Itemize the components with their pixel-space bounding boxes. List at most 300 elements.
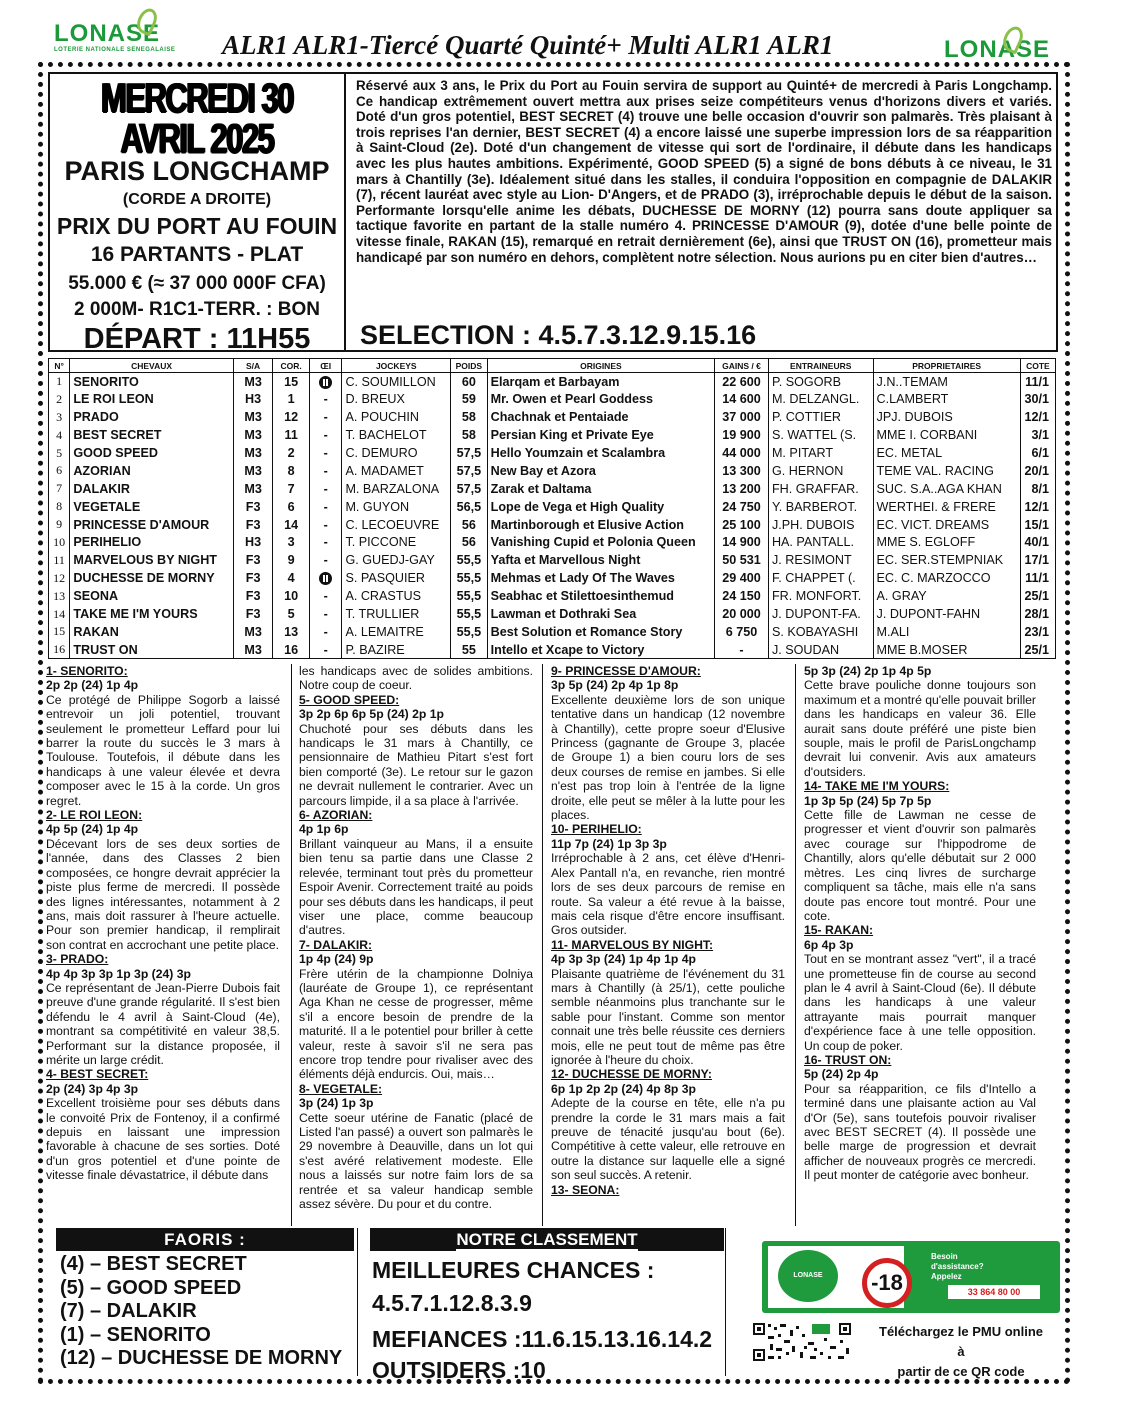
runner-number: 12	[49, 569, 70, 587]
jockey: A. CRASTUS	[342, 587, 451, 605]
comment-form: 5p (24) 2p 4p	[804, 1067, 879, 1082]
corde: 13	[273, 623, 310, 641]
oeillere: -	[309, 641, 341, 659]
race-allocation: 55.000 € (≈ 37 000 000F CFA)	[68, 273, 326, 294]
comment-text: Excellent troisième pour ses débuts dans le convoité Prix de Fontenoy, il a confirmé depuis en laissant une impression favorable à chacune de ses sorties. Doté d'un gros potentiel et d'une pointe de vitesse finale dévastatrice, il débute dans	[46, 1096, 280, 1183]
owner: MME S. EGLOFF	[873, 534, 1020, 552]
runner-number: 15	[49, 623, 70, 641]
comment-form: 4p 3p 3p (24) 1p 4p 1p 4p	[551, 952, 696, 967]
column-header: ENTRAINEURS	[768, 359, 873, 373]
owner: M.ALI	[873, 623, 1020, 641]
table-row	[49, 534, 1056, 552]
blinkers-icon	[319, 376, 332, 389]
runner-number: 11	[49, 551, 70, 569]
horse-name: TAKE ME I'M YOURS	[70, 605, 234, 623]
trainer: M. PITART	[768, 444, 873, 462]
owner: WERTHEI. & FRERE	[873, 498, 1020, 516]
qr-code-icon[interactable]	[752, 1322, 852, 1362]
jockey: C. DEMURO	[342, 444, 451, 462]
comment-heading: 3- PRADO:	[46, 952, 109, 967]
column-header: N°	[49, 359, 70, 373]
oeillere: -	[309, 623, 341, 641]
owner: EC. C. MARZOCCO	[873, 569, 1020, 587]
column-header: GAINS / €	[715, 359, 769, 373]
comment-heading: 8- VEGETALE:	[299, 1081, 383, 1096]
odds: 15/1	[1020, 516, 1055, 534]
runner-number: 5	[49, 444, 70, 462]
oeillere: -	[309, 498, 341, 516]
jockey: D. BREUX	[342, 390, 451, 408]
weight: 57,5	[451, 444, 488, 462]
origins: Martinborough et Elusive Action	[487, 516, 714, 534]
sex-age: M3	[233, 462, 273, 480]
comment-form: 4p 5p (24) 1p 4p	[46, 822, 139, 837]
column-header: COTE	[1020, 359, 1055, 373]
horse-name: MARVELOUS BY NIGHT	[70, 551, 234, 569]
horse-name: PRADO	[70, 408, 234, 426]
race-prix: PRIX DU PORT AU FOUIN	[56, 213, 338, 239]
oeillere: -	[309, 480, 341, 498]
horse-comment	[804, 779, 1036, 923]
race-header	[48, 72, 1058, 355]
table-row	[49, 462, 1056, 480]
earnings: 14 600	[715, 390, 769, 408]
jockey: P. BAZIRE	[342, 641, 451, 659]
comment-form: 3p 5p (24) 2p 4p 1p 8p	[551, 678, 679, 693]
favorite-item: (4) – BEST SECRET	[60, 1253, 247, 1275]
odds: 8/1	[1020, 480, 1055, 498]
horse-comment	[299, 664, 533, 693]
race-depart: DÉPART : 11H55	[83, 323, 311, 355]
jockey: S. PASQUIER	[342, 569, 451, 587]
earnings: 14 900	[715, 534, 769, 552]
race-partants: 16 PARTANTS - PLAT	[90, 243, 304, 266]
trainer: M. DELZANGL.	[768, 390, 873, 408]
race-corde: (CORDE A DROITE)	[122, 191, 272, 208]
comment-heading: 15- RAKAN:	[804, 923, 874, 938]
runner-number: 8	[49, 498, 70, 516]
oeillere: -	[309, 444, 341, 462]
comment-heading: 1- SENORITO:	[46, 664, 128, 678]
owner: J. DUPONT-FAHN	[873, 605, 1020, 623]
origins: Mr. Owen et Pearl Goddess	[487, 390, 714, 408]
comment-heading: 13- SEONA:	[551, 1182, 620, 1197]
earnings: 13 200	[715, 480, 769, 498]
sex-age: M3	[233, 641, 273, 659]
trainer: HA. PANTALL.	[768, 534, 873, 552]
column-header: S/A	[233, 359, 273, 373]
trainer: P. COTTIER	[768, 408, 873, 426]
horse-comment	[804, 1053, 1036, 1183]
comment-text: Excellente deuxième lors de son unique tentative dans un handicap (12 novembre à Chantilly), cette propre soeur d'Elusive Princess (gagnante de Groupe 3, placée de Groupe 1) a bien couru lors de ses deux courses de remise en jambes. Si elle n'est pas trop loin à l'entrée de la ligne droite, elle peut se mêler à la lutte pour les places.	[551, 692, 785, 823]
horse-name: GOOD SPEED	[70, 444, 234, 462]
sex-age: M3	[233, 444, 273, 462]
odds: 25/1	[1020, 587, 1055, 605]
comment-form: 6p 1p 2p 2p (24) 4p 8p 3p	[551, 1081, 696, 1096]
runner-number: 9	[49, 516, 70, 534]
origins: Persian King et Private Eye	[487, 426, 714, 444]
comment-text: Frère utérin de la championne Dolniya (lauréate de Groupe 1), ce représentant Aga Khan ne cesse de progresser, même s'il a encore besoin de prendre de la maturité. Il a le potentiel pour briller à cette valeur, reste à savoir s'il ne sera pas encore trop tendre pour rivaliser avec des éléments déjà endurcis. Oui, mais…	[299, 966, 533, 1082]
owner: TEME VAL. RACING	[873, 462, 1020, 480]
table-header-row	[49, 359, 1056, 373]
comment-text: Plaisante quatrième de l'événement du 31 mars à Chantilly (à 25/1), cette pouliche semble néanmoins plus tranchante sur le sable pour l'instant. Comme son mentor connait une très belle réussite ces derniers mois, elle ne peut tout de même pas être ignorée à l'heure du choix.	[551, 966, 785, 1067]
outsiders: OUTSIDERS :10	[372, 1357, 546, 1383]
owner: J.N..TEMAM	[873, 373, 1020, 391]
horse-comment	[46, 952, 280, 1067]
origins: Lope de Vega et High Quality	[487, 498, 714, 516]
comment-heading: 10- PERIHELIO:	[551, 822, 642, 837]
jockey: T. PICCONE	[342, 534, 451, 552]
table-row	[49, 498, 1056, 516]
comment-form: 3p 2p 6p 6p 5p (24) 2p 1p	[299, 707, 444, 722]
comment-heading: 7- DALAKIR:	[299, 937, 373, 952]
earnings: 24 150	[715, 587, 769, 605]
table-row	[49, 605, 1056, 623]
trainer: S. WATTEL (S.	[768, 426, 873, 444]
corde: 6	[273, 498, 310, 516]
favorites-box	[52, 1228, 358, 1376]
table-row	[49, 569, 1056, 587]
runner-number: 4	[49, 426, 70, 444]
favorite-item: (5) – GOOD SPEED	[60, 1276, 242, 1299]
odds: 17/1	[1020, 551, 1055, 569]
sex-age: F3	[233, 569, 273, 587]
sex-age: M3	[233, 373, 273, 391]
corde: 7	[273, 480, 310, 498]
qr-caption: Téléchargez le PMU online à partir de ce QR code	[879, 1324, 1043, 1379]
column-header: ORIGINES	[487, 359, 714, 373]
owner: EC. VICT. DREAMS	[873, 516, 1020, 534]
odds: 11/1	[1020, 373, 1055, 391]
weight: 58	[451, 426, 488, 444]
owner: EC. METAL	[873, 444, 1020, 462]
horse-name: LE ROI LEON	[70, 390, 234, 408]
sex-age: M3	[233, 408, 273, 426]
corde: 2	[273, 444, 310, 462]
sex-age: M3	[233, 426, 273, 444]
comment-heading: 4- BEST SECRET:	[46, 1067, 149, 1082]
race-distance: 2 000M- R1C1-TERR. : BON	[74, 299, 320, 320]
odds: 25/1	[1020, 641, 1055, 659]
race-venue: PARIS LONGCHAMP	[64, 156, 330, 186]
sex-age: M3	[233, 623, 273, 641]
odds: 6/1	[1020, 444, 1055, 462]
horse-comment	[299, 938, 533, 1082]
origins: Yafta et Marvellous Night	[487, 551, 714, 569]
horse-comment	[46, 664, 280, 808]
weight: 60	[451, 373, 488, 391]
trainer: F. CHAPPET (.	[768, 569, 873, 587]
odds: 3/1	[1020, 426, 1055, 444]
table-row	[49, 623, 1056, 641]
race-info	[50, 73, 346, 355]
origins: Seabhac et Stilettoesinthemud	[487, 587, 714, 605]
horse-comment	[804, 923, 1036, 1053]
earnings: -	[715, 641, 769, 659]
weight: 56	[451, 534, 488, 552]
comment-form: 3p (24) 1p 3p	[299, 1096, 374, 1111]
lonase-logo-right: LONASE	[944, 38, 1050, 62]
comments-col-2	[299, 664, 533, 1211]
owner: EC. SER.STEMPNIAK	[873, 551, 1020, 569]
comment-heading: 12- DUCHESSE DE MORNY:	[551, 1067, 712, 1082]
favorites-list	[52, 1253, 357, 1371]
comment-text: Ce représentant de Jean-Pierre Dubois fait preuve d'une grande régularité. Il s'est bien défendu le 4 avril à Saint-Cloud (4e), montrant sa compétitivité en valeur 38,5. Performant sur la distance proposée, il mérite un large crédit.	[46, 980, 280, 1067]
comment-text: Cette soeur utérine de Fanatic (placé de Listed l'an passé) a ouvert son palmarès le 29 novembre à Deauville, dans un lot qui s'est avéré relativement modeste. Elle nous a laissés sur notre faim lors de sa rentrée et sa valeur handicap semble assez sévère. Du pour et du contre.	[299, 1110, 533, 1212]
trainer: J. SOUDAN	[768, 641, 873, 659]
favorite-item: (7) – DALAKIR	[60, 1300, 197, 1322]
race-date: MERCREDI 30 AVRIL 2025	[101, 73, 293, 162]
corde: 3	[273, 534, 310, 552]
odds: 12/1	[1020, 408, 1055, 426]
oeillere: -	[309, 605, 341, 623]
ranking-box	[366, 1228, 726, 1383]
runner-number: 1	[49, 373, 70, 391]
earnings: 44 000	[715, 444, 769, 462]
odds: 30/1	[1020, 390, 1055, 408]
origins: Vanishing Cupid et Polonia Queen	[487, 534, 714, 552]
sex-age: F3	[233, 498, 273, 516]
trainer: J.PH. DUBOIS	[768, 516, 873, 534]
best-chances-label: MEILLEURES CHANCES :	[372, 1257, 655, 1283]
oeillere: -	[309, 534, 341, 552]
table-row	[49, 373, 1056, 391]
origins: Hello Youmzain et Scalambra	[487, 444, 714, 462]
comment-text: Pour sa réapparition, ce fils d'Intello a terminé dans une plaisante action au Val d'Or (5e), sans toutefois pouvoir rivaliser avec BEST SECRET (4). Il possède une belle marge de progression et devrait afficher de nouveaux progrès ce mercredi. Il peut monter de catégorie avec bonheur.	[804, 1081, 1036, 1183]
oeillere: -	[309, 587, 341, 605]
runner-number: 13	[49, 587, 70, 605]
weight: 56,5	[451, 498, 488, 516]
horse-comment	[46, 1067, 280, 1182]
comment-form: 4p 1p 6p	[299, 822, 349, 837]
selection: SELECTION : 4.5.7.3.12.9.15.16	[360, 320, 757, 350]
horse-name: PRINCESSE D'AMOUR	[70, 516, 234, 534]
assistance-text: Besoin d'assistance? Appelez	[931, 1252, 984, 1281]
responsible-gaming-banner	[762, 1241, 1060, 1313]
table-row	[49, 444, 1056, 462]
comment-form: 6p 4p 3p	[804, 937, 854, 952]
favorite-item: (1) – SENORITO	[60, 1323, 211, 1346]
trainer: G. HERNON	[768, 462, 873, 480]
corde: 1	[273, 390, 310, 408]
sex-age: H3	[233, 390, 273, 408]
jockey: M. GUYON	[342, 498, 451, 516]
assistance-phone: 33 864 80 00	[948, 1285, 1040, 1299]
comment-text: les handicaps avec de solides ambitions. Notre coup de coeur.	[299, 664, 533, 693]
jockey: M. BARZALONA	[342, 480, 451, 498]
jockey: C. LECOEUVRE	[342, 516, 451, 534]
horse-name: TRUST ON	[70, 641, 234, 659]
sex-age: F3	[233, 605, 273, 623]
column-header: POIDS	[451, 359, 488, 373]
jockey: G. GUEDJ-GAY	[342, 551, 451, 569]
favorites-title: FAORIS :	[56, 1228, 354, 1251]
odds: 23/1	[1020, 623, 1055, 641]
best-chances-value: 4.5.7.1.12.8.3.9	[372, 1290, 532, 1316]
mefiances: MEFIANCES :11.6.15.13.16.14.2	[372, 1326, 713, 1352]
horse-comment	[551, 822, 785, 937]
earnings: 20 000	[715, 605, 769, 623]
runner-number: 14	[49, 605, 70, 623]
trainer: J. RESIMONT	[768, 551, 873, 569]
column-divider	[795, 664, 796, 1226]
oeillere	[309, 373, 341, 391]
odds: 20/1	[1020, 462, 1055, 480]
table-row	[49, 480, 1056, 498]
weight: 59	[451, 390, 488, 408]
jockey: T. BACHELOT	[342, 426, 451, 444]
horse-name: RAKAN	[70, 623, 234, 641]
column-header: COR.	[273, 359, 310, 373]
runner-number: 10	[49, 534, 70, 552]
horse-comment	[299, 808, 533, 938]
table-row	[49, 426, 1056, 444]
page-title: ALR1 ALR1-Tiercé Quarté Quinté+ Multi ALR1 ALR1	[222, 30, 834, 60]
sex-age: F3	[233, 551, 273, 569]
weight: 56	[451, 516, 488, 534]
jockey: T. TRULLIER	[342, 605, 451, 623]
table-row	[49, 408, 1056, 426]
corde: 12	[273, 408, 310, 426]
earnings: 19 900	[715, 426, 769, 444]
owner: MME B.MOSER	[873, 641, 1020, 659]
jockey: A. LEMAITRE	[342, 623, 451, 641]
comments-col-1	[46, 664, 280, 1183]
odds: 12/1	[1020, 498, 1055, 516]
earnings: 29 400	[715, 569, 769, 587]
comment-form: 5p 3p (24) 2p 1p 4p 5p	[804, 664, 932, 678]
oeillere: -	[309, 426, 341, 444]
table-row	[49, 587, 1056, 605]
weight: 55	[451, 641, 488, 659]
comment-heading: 2- LE ROI LEON:	[46, 808, 143, 823]
origins: Best Solution et Romance Story	[487, 623, 714, 641]
comment-text: Cette fille de Lawman ne cesse de progresser et vient d'ouvrir son palmarès avec courage sur l'hippodrome de Chantilly, alors qu'elle débutait sur 2 000 mètres. Les cinq livres de surcharge compliquent sa tâche, mais elle n'a sans doute pas encore tout montré. Pour une cote.	[804, 808, 1036, 923]
horse-comment	[551, 1067, 785, 1182]
earnings: 13 300	[715, 462, 769, 480]
table-row	[49, 551, 1056, 569]
horse-name: SEONA	[70, 587, 234, 605]
oeillere: -	[309, 551, 341, 569]
earnings: 25 100	[715, 516, 769, 534]
owner: SUC. S.A..AGA KHAN	[873, 480, 1020, 498]
comment-form: 1p 3p 5p (24) 5p 7p 5p	[804, 793, 932, 808]
sex-age: H3	[233, 534, 273, 552]
comment-heading: 5- GOOD SPEED:	[299, 692, 400, 707]
owner: JPJ. DUBOIS	[873, 408, 1020, 426]
comment-heading: 14- TAKE ME I'M YOURS:	[804, 779, 950, 794]
lonase-badge-logo: LONASE	[778, 1250, 838, 1302]
earnings: 24 750	[715, 498, 769, 516]
corde: 11	[273, 426, 310, 444]
horse-name: VEGETALE	[70, 498, 234, 516]
comment-text: Brillant vainqueur au Mans, il a ensuite bien tenu sa partie dans une Classe 2 relevée, terminant tout près du prometteur Espoir Avenir. Correctement traité au poids pour ses débuts dans les handicaps, il peut viser une place, comme beaucoup d'autres.	[299, 836, 533, 938]
sex-age: F3	[233, 587, 273, 605]
owner: A. GRAY	[873, 587, 1020, 605]
trainer: S. KOBAYASHI	[768, 623, 873, 641]
origins: Elarqam et Barbayam	[487, 373, 714, 391]
comment-heading: 11- MARVELOUS BY NIGHT:	[551, 937, 714, 952]
sex-age: F3	[233, 516, 273, 534]
comment-text: Chuchoté pour ses débuts dans les handicaps le 31 mars à Chantilly, ce pensionnaire de Mathieu Pitart s'est fort bien comporté (3e). Le retour sur le gazon ne devrait nullement le contrarier. Avec un parcours limpide, il a sa place à l'arrivée.	[299, 721, 533, 808]
table-row	[49, 516, 1056, 534]
comment-text: Cette brave pouliche donne toujours son maximum et a montré qu'elle pouvait briller dans les handicaps en valeur 36. Elle aurait sans doute préféré une piste bien souple, mais le profil de ParisLongchamp devrait lui convenir. Avis aux amateurs d'outsiders.	[804, 678, 1036, 779]
ranking-title: NOTRE CLASSEMENT	[456, 1230, 638, 1249]
horse-comment	[299, 1082, 533, 1212]
trainer: J. DUPONT-FA.	[768, 605, 873, 623]
horse-comment	[299, 693, 533, 808]
earnings: 22 600	[715, 373, 769, 391]
odds: 40/1	[1020, 534, 1055, 552]
weight: 58	[451, 408, 488, 426]
runners-table	[48, 358, 1056, 659]
blinkers-icon	[319, 572, 332, 585]
weight: 57,5	[451, 462, 488, 480]
horse-name: DALAKIR	[70, 480, 234, 498]
sex-age: M3	[233, 480, 273, 498]
trainer: P. SOGORB	[768, 373, 873, 391]
age-restriction-icon: -18	[862, 1258, 912, 1308]
oeillere: -	[309, 408, 341, 426]
comment-text: Tout en se montrant assez "vert", il a tracé une prometteuse fin de course au second plan le 4 avril à Saint-Cloud (6e). Il débute dans les handicaps à une valeur attrayante mais pourrait manquer d'expérience face à une telle opposition. Un coup de poker.	[804, 952, 1036, 1053]
weight: 55,5	[451, 551, 488, 569]
table-row	[49, 390, 1056, 408]
runner-number: 16	[49, 641, 70, 659]
corde: 9	[273, 551, 310, 569]
runner-number: 3	[49, 408, 70, 426]
comments-col-4	[804, 664, 1036, 1183]
column-header: JOCKEYS	[342, 359, 451, 373]
origins: Intello et Xcape to Victory	[487, 641, 714, 659]
column-header: ŒI	[309, 359, 341, 373]
weight: 55,5	[451, 587, 488, 605]
horse-name: SENORITO	[70, 373, 234, 391]
horse-comment	[551, 1183, 785, 1197]
corde: 16	[273, 641, 310, 659]
comment-text: Irréprochable à 2 ans, cet élève d'Henri-Alex Pantall n'a, en revanche, rien montré lors de ses deux parcours de remise en route. Sa valeur a été revue à la baisse, mais cela risque d'être encore insuffisant. Gros outsider.	[551, 851, 785, 938]
owner: C.LAMBERT	[873, 390, 1020, 408]
weight: 57,5	[451, 480, 488, 498]
race-presentation: Réservé aux 3 ans, le Prix du Port au Fouin servira de support au Quinté+ de mercredi à Paris Longchamp. Ce handicap extrêmement ouvert mettra aux prises seize compétiteurs venus d'horizons divers et variés. Doté d'un gros potentiel, BEST SECRET (4) trouve une belle occasion d'ouvrir son palmarès. Très plaisant à trois reprises l'an dernier, BEST SECRET (4) a encore laissé une superbe impression lors de sa réapparition à Saint-Cloud (2e). Doté d'un changement de vitesse qui sort de l'ordinaire, il débute dans les handicaps avec les plus hautes ambitions. Expérimenté, GOOD SPEED (5) a signé de bons débuts à ce niveau, le 31 mars à Chantilly (3e). Idéalement situé dans les stalles, il conduira l'opposition en compagnie de DALAKIR (7), récent lauréat avec style au Lion- D'Angers, et de PRADO (3), irréprochable depuis le début de la saison. Performante lorsqu'elle anime les débats, DUCHESSE DE MORNY (12) pourra sans doute appliquer sa tactique favorite en partant de la stalle numéro 4. PRINCESSE D'AMOUR (9), dotée d'une belle pointe de vitesse finale, RAKAN (15), remarqué en retrait dernièrement (6e), ainsi que TRUST ON (16), prometteur mais handicapé par son numéro en dehors, complètent notre sélection. Nous aurions pu en citer bien d'autres…	[356, 78, 1052, 265]
column-header: CHEVAUX	[70, 359, 234, 373]
origins: Zarak et Daltama	[487, 480, 714, 498]
origins: Chachnak et Pentaiade	[487, 408, 714, 426]
comment-text: Ce protégé de Philippe Sogorb a laissé entrevoir un joli potentiel, trouvant seulement le prometteur Leffard pour lui barrer la route du succès le 3 mars à Toulouse. Toutefois, il débute dans les handicaps à une valeur élevée et devra composer avec le 15 à la corde. Un gros regret.	[46, 692, 280, 808]
comment-heading: 6- AZORIAN:	[299, 808, 373, 823]
horse-name: DUCHESSE DE MORNY	[70, 569, 234, 587]
horse-name: AZORIAN	[70, 462, 234, 480]
corde: 10	[273, 587, 310, 605]
earnings: 50 531	[715, 551, 769, 569]
runner-number: 7	[49, 480, 70, 498]
lonase-logo-left: LONASE LOTERIE NATIONALE SENEGALAISE	[54, 22, 175, 53]
comment-heading: 16- TRUST ON:	[804, 1052, 892, 1067]
horse-comment	[551, 938, 785, 1068]
comment-text: Adepte de la course en tête, elle n'a pu prendre la corde le 31 mars mais a fait preuve de ténacité jusqu'au bout (6e). Compétitive à cette valeur, elle retrouve en outre la distance sur laquelle elle a signé son seul succès. A retenir.	[551, 1096, 785, 1183]
favorite-item: (12) – DUCHESSE DE MORNY	[60, 1347, 343, 1369]
jockey: A. POUCHIN	[342, 408, 451, 426]
origins: Mehmas et Lady Of The Waves	[487, 569, 714, 587]
trainer: FR. MONFORT.	[768, 587, 873, 605]
corde: 15	[273, 373, 310, 391]
odds: 28/1	[1020, 605, 1055, 623]
table-body	[49, 373, 1056, 659]
weight: 55,5	[451, 623, 488, 641]
comments-col-3	[551, 664, 785, 1197]
comment-form: 2p (24) 3p 4p 3p	[46, 1081, 139, 1096]
comment-form: 11p 7p (24) 1p 3p 3p	[551, 836, 667, 851]
oeillere	[309, 569, 341, 587]
